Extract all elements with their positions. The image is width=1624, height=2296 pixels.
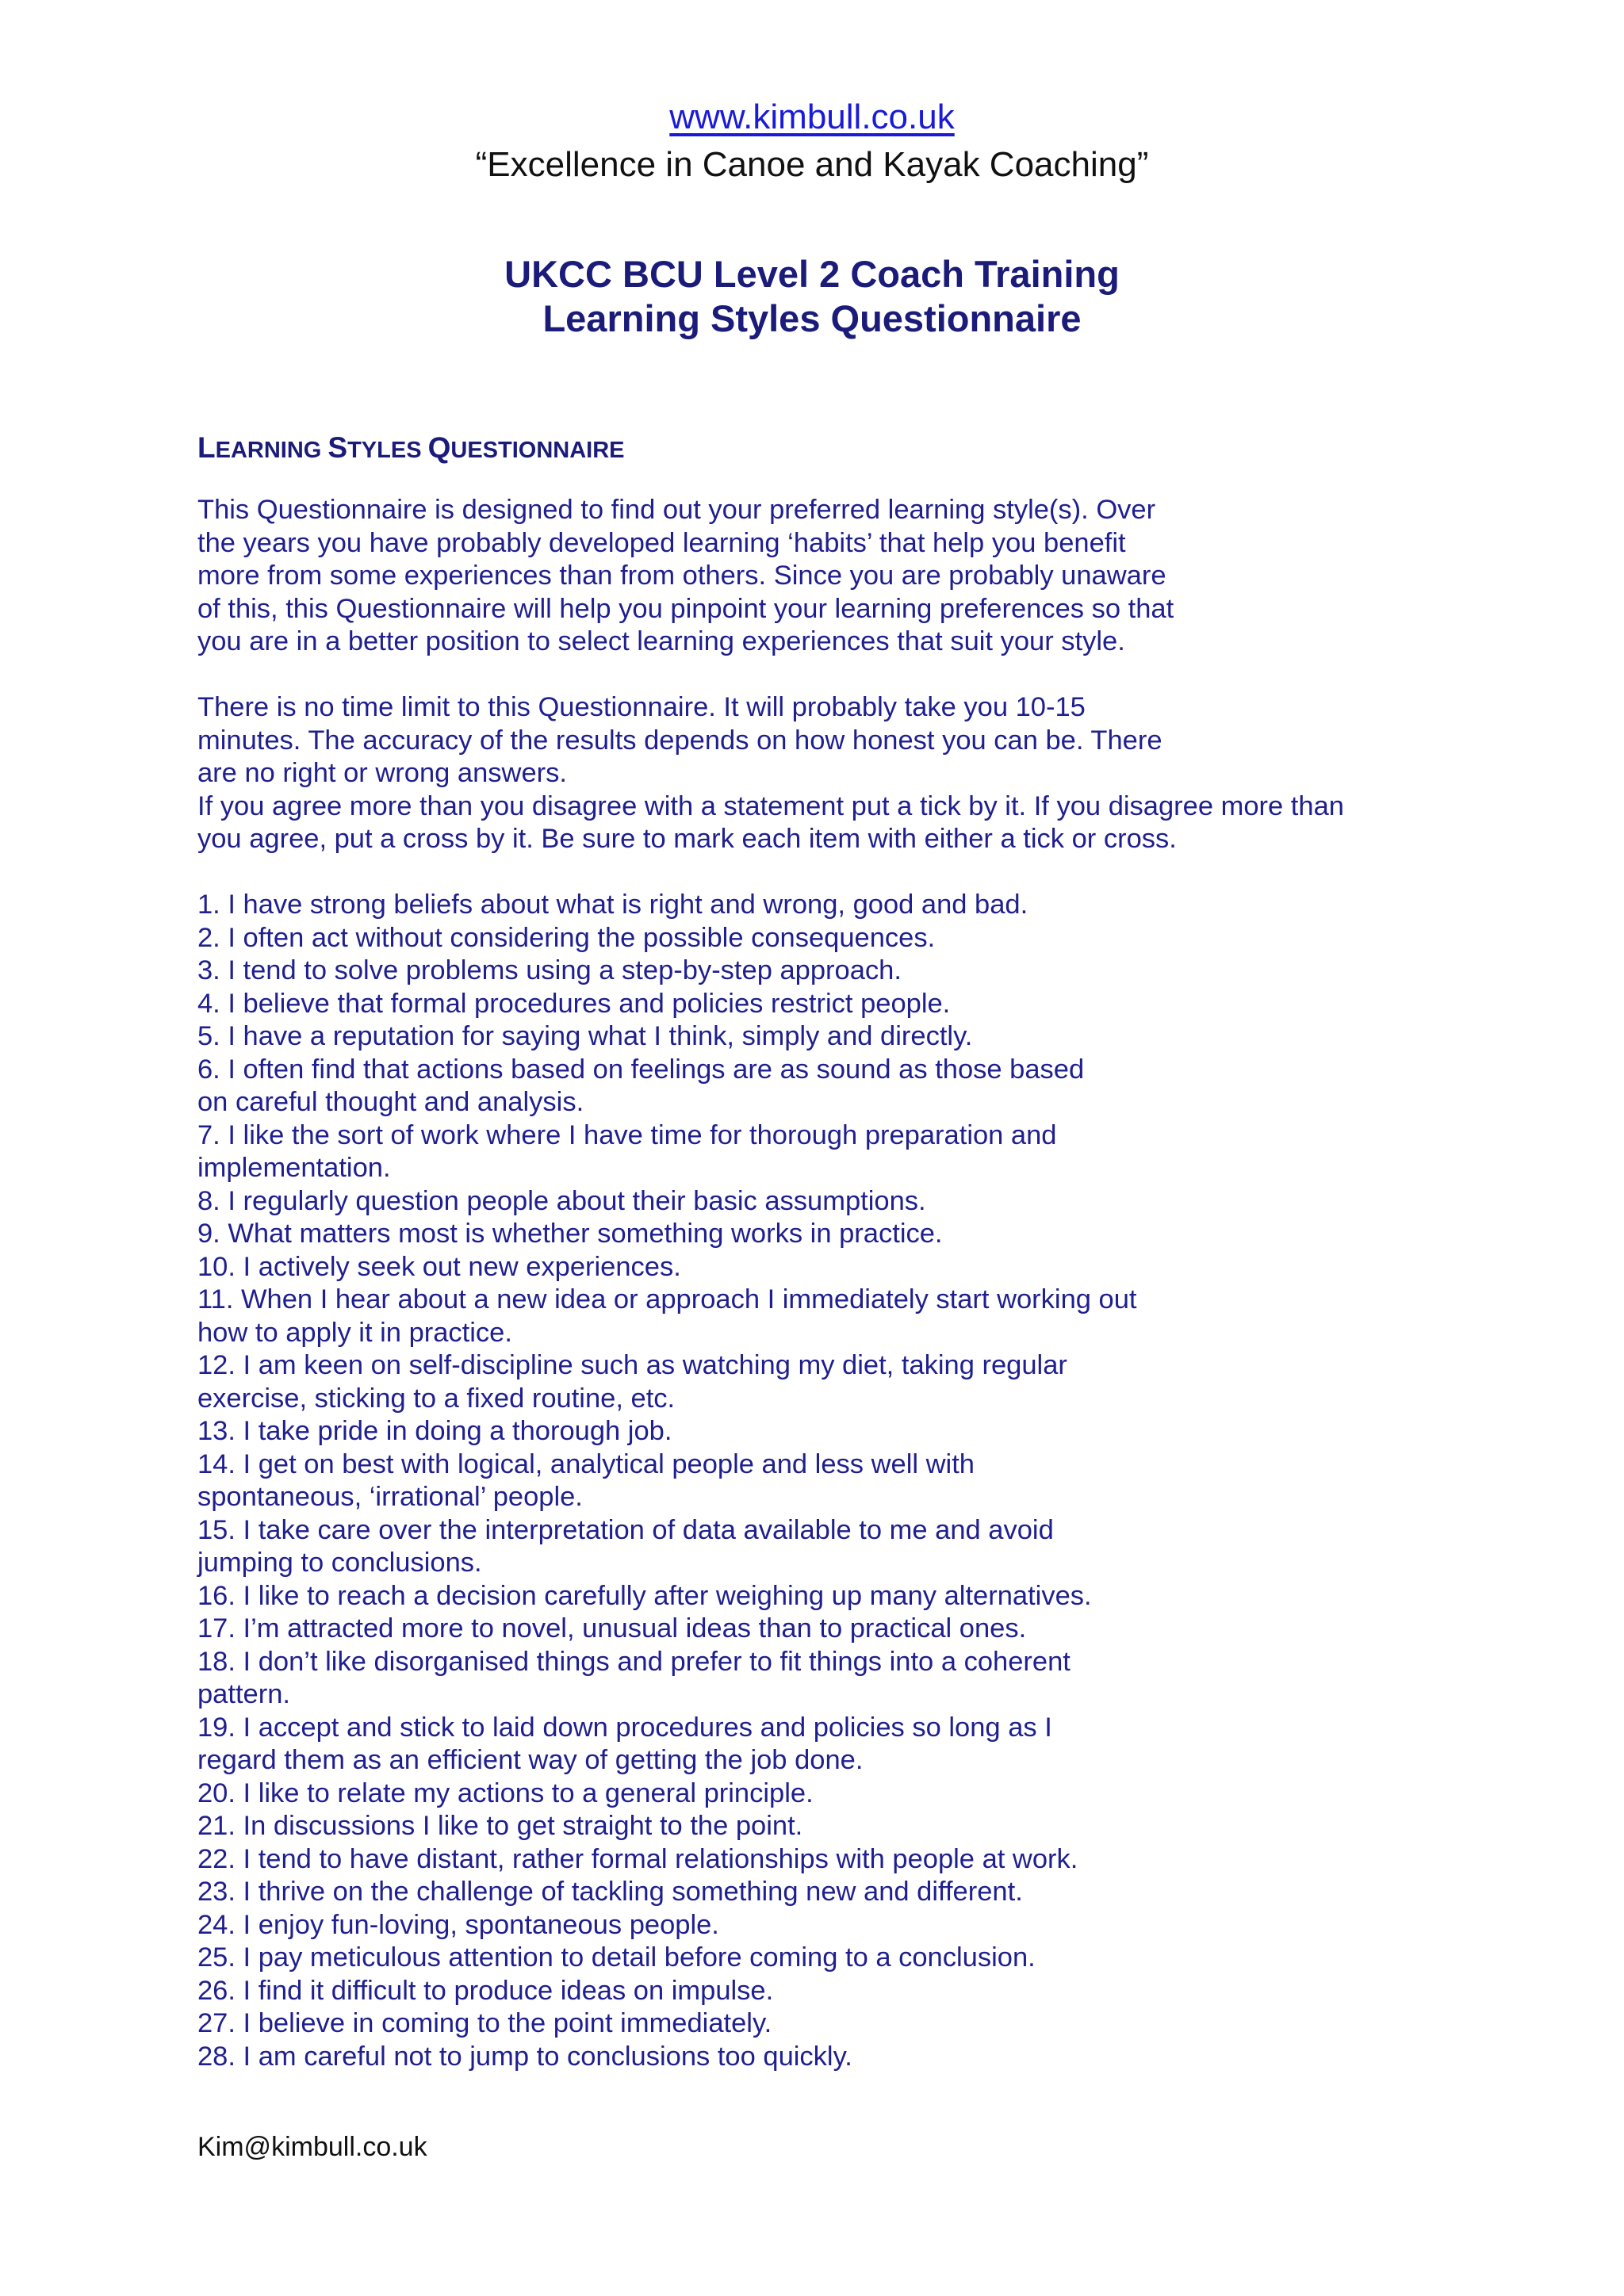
- statement-item: 20. I like to relate my actions to a general principle.: [197, 1777, 814, 1808]
- time-note-paragraph: There is no time limit to this Questionnaire. It will probably take you 10-15 minutes. The accuracy of the results depends on how honest you can be. There are no right or wrong answers.: [197, 692, 1162, 788]
- statement-item: 26. I find it difficult to produce ideas on impulse.: [197, 1975, 774, 2006]
- statement-item: 13. I take pride in doing a thorough job.: [197, 1416, 672, 1446]
- statement-item: 16. I like to reach a decision carefully after weighing up many alternatives.: [197, 1580, 1092, 1611]
- title-line-2: Learning Styles Questionnaire: [542, 297, 1082, 339]
- statement-item: 22. I tend to have distant, rather formal relationships with people at work.: [197, 1843, 1078, 1874]
- intro-paragraph: This Questionnaire is designed to find out your preferred learning style(s). Over the years you have probably developed learning ‘habits’ that help you benefit more from some experiences than from others. Since you are probably unaware of this, this Questionnaire will help you pinpoint your learning preferences so that you are in a better position to select learning experiences that suit your style.: [197, 495, 1174, 656]
- statement-item: 14. I get on best with logical, analytical people and less well with spontaneous, ‘irrational’ people.: [197, 1448, 975, 1512]
- statement-item: 4. I believe that formal procedures and policies restrict people.: [197, 988, 951, 1019]
- main-content: [197, 428, 1593, 2073]
- statement-item: 28. I am careful not to jump to conclusions too quickly.: [197, 2041, 852, 2072]
- website-link[interactable]: www.kimbull.co.uk: [669, 98, 955, 136]
- statement-item: 15. I take care over the interpretation of data available to me and avoid jumping to conclusions.: [197, 1514, 1054, 1578]
- statement-item: 17. I’m attracted more to novel, unusual ideas than to practical ones.: [197, 1613, 1027, 1644]
- section-heading-part: L: [197, 431, 216, 464]
- section-heading-part: TYLES: [347, 438, 428, 463]
- section-heading-part: Q: [427, 431, 451, 464]
- section-heading-part: UESTIONNAIRE: [450, 438, 625, 463]
- statement-item: 2. I often act without considering the possible consequences.: [197, 922, 936, 953]
- statement-item: 25. I pay meticulous attention to detail before coming to a conclusion.: [197, 1942, 1036, 1973]
- document-title: [0, 252, 1624, 341]
- statement-item: 11. When I hear about a new idea or approach I immediately start working out how to apply it in practice.: [197, 1284, 1137, 1348]
- statement-item: 9. What matters most is whether something works in practice.: [197, 1219, 943, 1249]
- statement-item: 19. I accept and stick to laid down procedures and policies so long as I regard them as an efficient way of getting the job done.: [197, 1712, 1052, 1775]
- statement-list: [197, 889, 1593, 2073]
- page-header: [0, 94, 1624, 189]
- section-heading-part: EARNING: [215, 438, 328, 463]
- statement-item: 21. In discussions I like to get straight to the point.: [197, 1811, 803, 1841]
- statement-item: 3. I tend to solve problems using a step-by-step approach.: [197, 955, 902, 985]
- title-line-1: UKCC BCU Level 2 Coach Training: [504, 253, 1120, 295]
- statement-item: 10. I actively seek out new experiences.: [197, 1251, 681, 1282]
- statement-item: 23. I thrive on the challenge of tackling something new and different.: [197, 1877, 1023, 1907]
- instruction-paragraph: If you agree more than you disagree with a statement put a tick by it. If you disagree more than you agree, put a cross by it. Be sure to mark each item with either a tick or cross.: [197, 790, 1344, 854]
- statement-item: 18. I don’t like disorganised things and prefer to fit things into a coherent pattern.: [197, 1646, 1071, 1709]
- statement-item: 7. I like the sort of work where I have time for thorough preparation and implementation.: [197, 1119, 1057, 1183]
- tagline: “Excellence in Canoe and Kayak Coaching”: [475, 145, 1149, 184]
- section-heading: [197, 428, 1593, 470]
- statement-item: 8. I regularly question people about their basic assumptions.: [197, 1185, 926, 1216]
- statement-item: 1. I have strong beliefs about what is right and wrong, good and bad.: [197, 890, 1028, 920]
- statement-item: 5. I have a reputation for saying what I think, simply and directly.: [197, 1021, 973, 1051]
- statement-item: 6. I often find that actions based on feelings are as sound as those based on careful thought and analysis.: [197, 1054, 1085, 1117]
- statement-item: 24. I enjoy fun-loving, spontaneous people.: [197, 1909, 719, 1940]
- section-heading-part: S: [327, 431, 348, 464]
- statement-item: 12. I am keen on self-discipline such as watching my diet, taking regular exercise, sticking to a fixed routine, etc.: [197, 1350, 1067, 1414]
- footer-email: Kim@kimbull.co.uk: [197, 2132, 427, 2162]
- statement-item: 27. I believe in coming to the point immediately.: [197, 2008, 772, 2038]
